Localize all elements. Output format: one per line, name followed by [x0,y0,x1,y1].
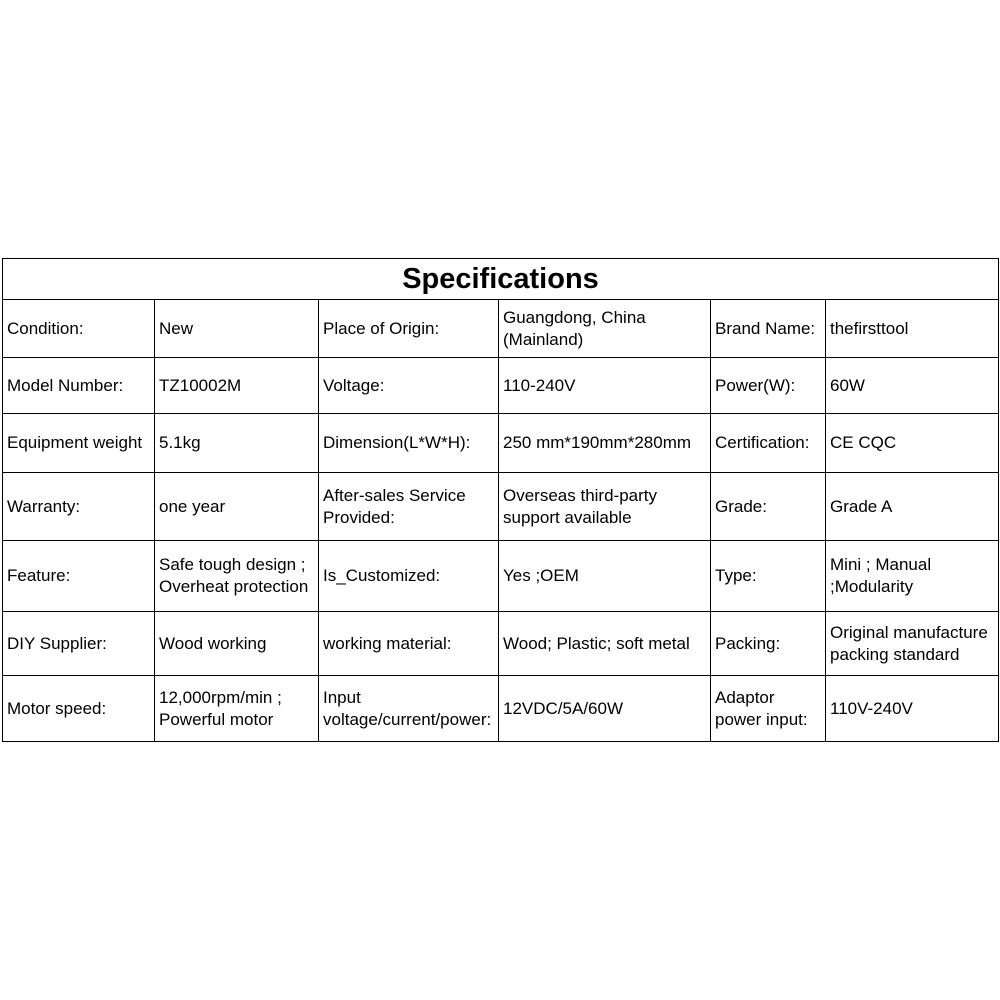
spec-label: After-sales Service Provided: [319,473,499,541]
spec-value: one year [155,473,319,541]
spec-value: thefirsttool [826,300,999,358]
table-row [3,541,999,612]
spec-label: Type: [711,541,826,612]
spec-label: Feature: [3,541,155,612]
spec-label: Input voltage/current/power: [319,676,499,742]
specifications-sheet [2,258,998,742]
spec-value: 5.1kg [155,414,319,473]
table-row [3,414,999,473]
spec-label: Condition: [3,300,155,358]
spec-value: Safe tough design ; Overheat protection [155,541,319,612]
spec-value: Grade A [826,473,999,541]
spec-label: Motor speed: [3,676,155,742]
spec-label: working material: [319,612,499,676]
spec-label: Packing: [711,612,826,676]
spec-label: Equipment weight [3,414,155,473]
spec-value: Wood working [155,612,319,676]
spec-value: Overseas third-party support available [499,473,711,541]
spec-label: Power(W): [711,358,826,414]
spec-value: 110-240V [499,358,711,414]
table-title: Specifications [3,259,999,300]
spec-label: Place of Origin: [319,300,499,358]
spec-value: TZ10002M [155,358,319,414]
spec-label: Warranty: [3,473,155,541]
spec-value: 110V-240V [826,676,999,742]
spec-label: Dimension(L*W*H): [319,414,499,473]
specifications-table [2,258,999,742]
spec-label: Voltage: [319,358,499,414]
table-row [3,612,999,676]
spec-value: New [155,300,319,358]
spec-value: Guangdong, China (Mainland) [499,300,711,358]
spec-label: DIY Supplier: [3,612,155,676]
spec-label: Model Number: [3,358,155,414]
spec-value: Wood; Plastic; soft metal [499,612,711,676]
spec-value: 12VDC/5A/60W [499,676,711,742]
spec-value: Yes ;OEM [499,541,711,612]
spec-label: Grade: [711,473,826,541]
table-row [3,300,999,358]
spec-label: Certification: [711,414,826,473]
spec-value: CE CQC [826,414,999,473]
spec-value: Mini ; Manual ;Modularity [826,541,999,612]
table-row [3,358,999,414]
table-row [3,473,999,541]
spec-label: Is_Customized: [319,541,499,612]
spec-value: Original manufacture packing standard [826,612,999,676]
table-row [3,676,999,742]
spec-label: Brand Name: [711,300,826,358]
spec-label: Adaptor power input: [711,676,826,742]
spec-value: 250 mm*190mm*280mm [499,414,711,473]
spec-value: 60W [826,358,999,414]
spec-value: 12,000rpm/min ; Powerful motor [155,676,319,742]
